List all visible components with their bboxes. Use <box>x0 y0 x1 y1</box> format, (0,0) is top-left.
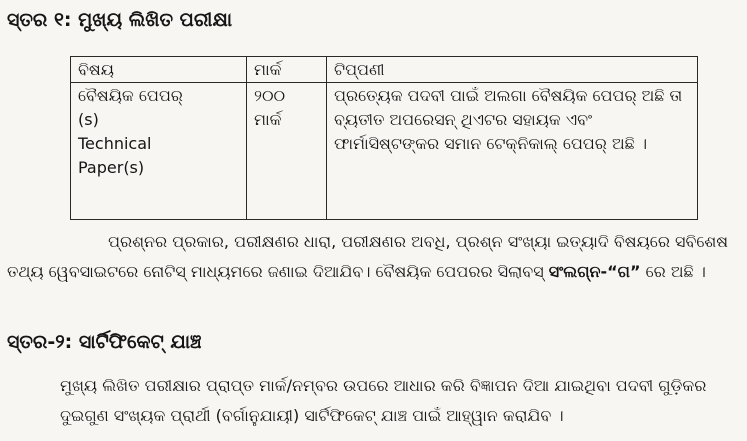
section2-heading: ସ୍ତର-୨: ସାର୍ଟିଫିକେଟ୍ ଯାଞ୍ଚ <box>7 331 202 353</box>
table-row <box>71 83 698 220</box>
cell-remarks: ପ୍ରତ୍ୟେକ ପଦବୀ ପାଇଁ ଅଲଗା ବୈଷୟିକ ପେପର୍ ଅଛି ତା ବ୍ୟତୀତ ଅପରେସନ୍ ଥିଏଟର ସହାୟକ ଏବଂ ଫାର୍ମାସିଷ୍ଟଙ୍କର ସମାନ ଟେକ୍ନିକାଲ୍ ପେପର୍ ଅଛି । <box>327 83 698 220</box>
annexure-reference: ସଂଲଗ୍ନ-“ଗ” <box>548 262 641 281</box>
header-remarks: ଟିପ୍ପଣୀ <box>327 57 698 83</box>
subject-line: (s) <box>78 110 99 129</box>
subject-line: Paper(s) <box>78 158 145 177</box>
paragraph-tail: ରେ ଅଛି । <box>640 262 706 281</box>
header-marks: ମାର୍କ <box>247 57 327 83</box>
header-subject: ବିଷୟ <box>71 57 247 83</box>
section1-paragraph <box>7 227 737 287</box>
exam-table <box>70 56 698 220</box>
table-header-row <box>71 57 698 83</box>
section1-heading: ସ୍ତର ୧: ମୁଖ୍ୟ ଲିଖିତ ପରୀକ୍ଷା <box>7 9 233 31</box>
cell-marks <box>247 83 327 220</box>
subject-line: ବୈଷୟିକ ପେପର୍ <box>78 86 183 105</box>
paragraph-text: ପ୍ରଶ୍ନର ପ୍ରକାର, ପରୀକ୍ଷଣର ଧାରା, ପରୀକ୍ଷଣର ଅବଧି, ପ୍ରଶ୍ନ ସଂଖ୍ୟା ଇତ୍ୟାଦି ବିଷୟରେ ସବିଶେଷ ତଥ୍ୟ ୱେବସାଇଟରେ ନୋଟିସ୍ ମାଧ୍ୟମରେ ଜଣାଇ ଦିଆଯିବ। ବୈଷୟିକ ପେପରର ସିଲାବସ୍ <box>7 232 729 281</box>
subject-line: Technical <box>78 134 152 153</box>
section2-paragraph: ମୁଖ୍ୟ ଲିଖିତ ପରୀକ୍ଷାର ପ୍ରାପ୍ତ ମାର୍କ/ନମ୍ବର ଉପରେ ଆଧାର କରି ବିଜ୍ଞାପନ ଦିଆ ଯାଇଥିବା ପଦବୀ ଗୁଡ଼ିକର ଦୁଇଗୁଣ ସଂଖ୍ୟକ ପ୍ରାର୍ଥୀ (ବର୍ଗାନୁଯାୟୀ) ସାର୍ଟିଫିକେଟ୍ ଯାଞ୍ଚ ପାଇଁ ଆହ୍ୱାନ କରାଯିବ । <box>60 376 707 425</box>
marks-label: ମାର୍କ <box>254 110 282 129</box>
marks-value: ୨୦୦ <box>254 86 286 105</box>
cell-subject <box>71 83 247 220</box>
